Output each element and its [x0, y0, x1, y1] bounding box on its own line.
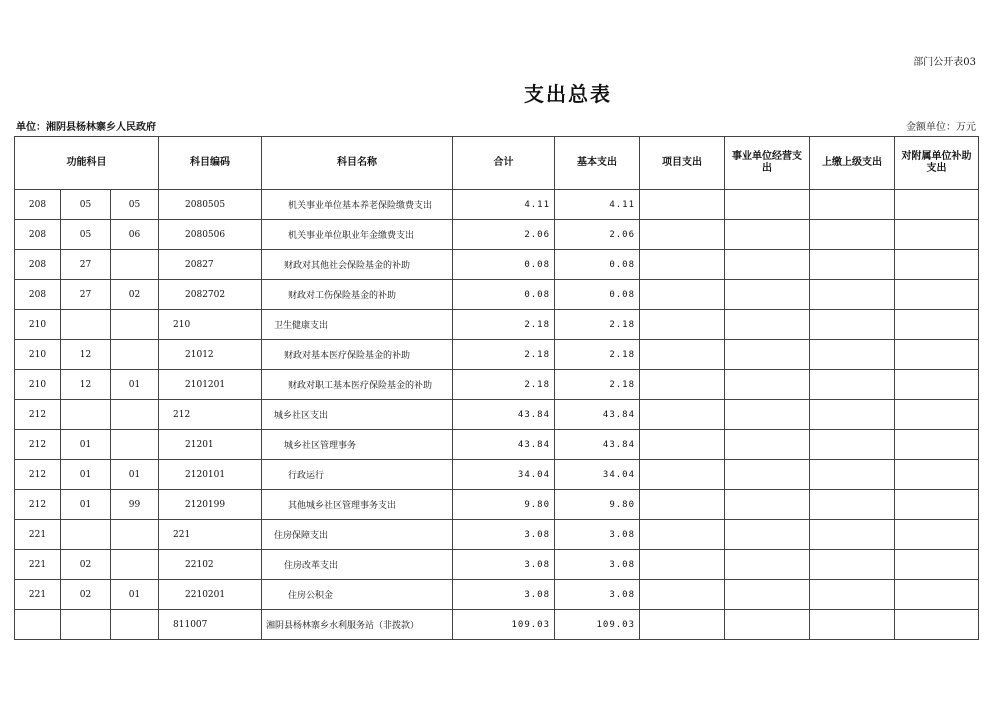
cell-total: 0.08 [453, 250, 555, 280]
cell-project [640, 340, 725, 370]
cell-project [640, 220, 725, 250]
cell-subject-code: 22102 [159, 550, 262, 580]
cell-xiang [111, 310, 159, 340]
cell-total: 2.18 [453, 370, 555, 400]
cell-lei: 208 [15, 250, 61, 280]
cell-remit [810, 310, 895, 340]
cell-xiang [111, 430, 159, 460]
table-row [15, 490, 979, 520]
cell-subsidy [895, 460, 979, 490]
cell-total: 4.11 [453, 190, 555, 220]
cell-subsidy [895, 250, 979, 280]
page-title: 支出总表 [524, 82, 612, 106]
cell-total: 0.08 [453, 280, 555, 310]
unit-label: 单位：湘阴县杨林寨乡人民政府 [16, 122, 156, 133]
cell-business [725, 340, 810, 370]
cell-kuan: 12 [61, 340, 111, 370]
cell-basic: 43.84 [555, 430, 640, 460]
cell-lei: 212 [15, 490, 61, 520]
cell-kuan: 27 [61, 250, 111, 280]
cell-remit [810, 250, 895, 280]
header-basic: 基本支出 [555, 137, 640, 190]
cell-subject-code: 2080506 [159, 220, 262, 250]
cell-lei: 221 [15, 550, 61, 580]
table-row [15, 370, 979, 400]
table-row [15, 430, 979, 460]
cell-lei: 210 [15, 370, 61, 400]
cell-basic: 3.08 [555, 520, 640, 550]
cell-subject-name: 行政运行 [262, 460, 453, 490]
header-business: 事业单位经营支出 [725, 137, 810, 190]
cell-lei: 208 [15, 220, 61, 250]
cell-total: 3.08 [453, 550, 555, 580]
cell-remit [810, 370, 895, 400]
cell-total: 109.03 [453, 610, 555, 640]
cell-business [725, 370, 810, 400]
cell-subject-code: 20827 [159, 250, 262, 280]
cell-remit [810, 340, 895, 370]
table-row [15, 340, 979, 370]
cell-basic: 0.08 [555, 250, 640, 280]
cell-basic: 9.80 [555, 490, 640, 520]
cell-business [725, 460, 810, 490]
cell-business [725, 280, 810, 310]
cell-remit [810, 430, 895, 460]
cell-project [640, 550, 725, 580]
cell-subsidy [895, 550, 979, 580]
cell-remit [810, 400, 895, 430]
cell-kuan: 27 [61, 280, 111, 310]
cell-project [640, 430, 725, 460]
cell-business [725, 400, 810, 430]
cell-subject-code: 2101201 [159, 370, 262, 400]
cell-subsidy [895, 400, 979, 430]
cell-project [640, 520, 725, 550]
cell-subject-code: 212 [159, 400, 262, 430]
cell-remit [810, 280, 895, 310]
cell-remit [810, 490, 895, 520]
table-row [15, 190, 979, 220]
cell-subject-name: 城乡社区管理事务 [262, 430, 453, 460]
cell-subject-name: 住房保障支出 [262, 520, 453, 550]
cell-kuan: 05 [61, 220, 111, 250]
cell-xiang: 01 [111, 580, 159, 610]
cell-subject-code: 21201 [159, 430, 262, 460]
cell-business [725, 430, 810, 460]
cell-subject-name: 卫生健康支出 [262, 310, 453, 340]
table-row [15, 280, 979, 310]
cell-subsidy [895, 280, 979, 310]
cell-lei: 208 [15, 190, 61, 220]
cell-subsidy [895, 310, 979, 340]
cell-kuan [61, 400, 111, 430]
header-total: 合计 [453, 137, 555, 190]
cell-kuan: 02 [61, 550, 111, 580]
cell-remit [810, 190, 895, 220]
cell-business [725, 220, 810, 250]
cell-kuan [61, 610, 111, 640]
cell-total: 3.08 [453, 520, 555, 550]
cell-basic: 3.08 [555, 580, 640, 610]
cell-total: 9.80 [453, 490, 555, 520]
cell-subject-code: 2210201 [159, 580, 262, 610]
cell-kuan [61, 310, 111, 340]
header-remit: 上缴上级支出 [810, 137, 895, 190]
cell-remit [810, 550, 895, 580]
cell-subject-name: 财政对工伤保险基金的补助 [262, 280, 453, 310]
cell-project [640, 580, 725, 610]
header-row [15, 137, 979, 190]
cell-basic: 109.03 [555, 610, 640, 640]
cell-basic: 2.18 [555, 340, 640, 370]
cell-subject-code: 2120101 [159, 460, 262, 490]
cell-xiang [111, 340, 159, 370]
cell-subject-name: 其他城乡社区管理事务支出 [262, 490, 453, 520]
table-body [15, 190, 979, 640]
cell-business [725, 490, 810, 520]
cell-subject-name: 机关事业单位职业年金缴费支出 [262, 220, 453, 250]
cell-lei: 210 [15, 340, 61, 370]
cell-kuan: 01 [61, 490, 111, 520]
cell-business [725, 250, 810, 280]
cell-project [640, 370, 725, 400]
cell-kuan: 01 [61, 460, 111, 490]
cell-project [640, 190, 725, 220]
cell-project [640, 400, 725, 430]
cell-xiang [111, 400, 159, 430]
cell-subject-name: 财政对其他社会保险基金的补助 [262, 250, 453, 280]
cell-lei: 210 [15, 310, 61, 340]
header-subject-name: 科目名称 [262, 137, 453, 190]
header-function-subject: 功能科目 [15, 137, 159, 190]
cell-xiang [111, 520, 159, 550]
cell-subject-name: 财政对职工基本医疗保险基金的补助 [262, 370, 453, 400]
cell-subject-name: 城乡社区支出 [262, 400, 453, 430]
cell-kuan: 01 [61, 430, 111, 460]
cell-xiang: 06 [111, 220, 159, 250]
cell-total: 3.08 [453, 580, 555, 610]
cell-subsidy [895, 580, 979, 610]
cell-total: 43.84 [453, 400, 555, 430]
cell-subject-code: 2080505 [159, 190, 262, 220]
cell-subject-code: 210 [159, 310, 262, 340]
cell-project [640, 280, 725, 310]
cell-business [725, 520, 810, 550]
cell-subject-name: 湘阴县杨林寨乡水利服务站（非拨款） [262, 610, 453, 640]
cell-basic: 3.08 [555, 550, 640, 580]
cell-subsidy [895, 190, 979, 220]
cell-project [640, 310, 725, 340]
cell-business [725, 610, 810, 640]
cell-kuan [61, 520, 111, 550]
cell-project [640, 610, 725, 640]
money-unit-label: 金额单位：万元 [906, 122, 976, 133]
cell-basic: 34.04 [555, 460, 640, 490]
cell-subject-code: 2120199 [159, 490, 262, 520]
cell-subject-code: 2082702 [159, 280, 262, 310]
cell-subsidy [895, 340, 979, 370]
cell-kuan: 12 [61, 370, 111, 400]
cell-subsidy [895, 520, 979, 550]
cell-subject-name: 机关事业单位基本养老保险缴费支出 [262, 190, 453, 220]
cell-lei: 212 [15, 400, 61, 430]
header-subsidy: 对附属单位补助支出 [895, 137, 979, 190]
cell-business [725, 310, 810, 340]
cell-remit [810, 610, 895, 640]
cell-remit [810, 580, 895, 610]
table-row [15, 250, 979, 280]
cell-project [640, 460, 725, 490]
cell-lei: 212 [15, 460, 61, 490]
table-row [15, 520, 979, 550]
cell-xiang: 02 [111, 280, 159, 310]
form-code: 部门公开表03 [913, 57, 976, 68]
cell-basic: 2.06 [555, 220, 640, 250]
cell-xiang [111, 610, 159, 640]
cell-subject-name: 财政对基本医疗保险基金的补助 [262, 340, 453, 370]
cell-xiang [111, 550, 159, 580]
cell-total: 2.18 [453, 340, 555, 370]
cell-lei: 212 [15, 430, 61, 460]
cell-kuan: 05 [61, 190, 111, 220]
cell-remit [810, 460, 895, 490]
cell-subject-code: 21012 [159, 340, 262, 370]
cell-subject-code: 811007 [159, 610, 262, 640]
cell-xiang [111, 250, 159, 280]
table-row [15, 310, 979, 340]
cell-subsidy [895, 610, 979, 640]
cell-basic: 2.18 [555, 310, 640, 340]
header-project: 项目支出 [640, 137, 725, 190]
cell-subject-name: 住房改革支出 [262, 550, 453, 580]
header-subject-code: 科目编码 [159, 137, 262, 190]
cell-subject-code: 221 [159, 520, 262, 550]
cell-lei: 221 [15, 580, 61, 610]
cell-total: 43.84 [453, 430, 555, 460]
table-row [15, 610, 979, 640]
cell-remit [810, 220, 895, 250]
cell-subsidy [895, 220, 979, 250]
cell-subsidy [895, 430, 979, 460]
expenditure-table [14, 136, 979, 640]
cell-subject-name: 住房公积金 [262, 580, 453, 610]
cell-xiang: 01 [111, 370, 159, 400]
cell-basic: 4.11 [555, 190, 640, 220]
table-row [15, 550, 979, 580]
cell-xiang: 01 [111, 460, 159, 490]
cell-lei: 221 [15, 520, 61, 550]
cell-project [640, 250, 725, 280]
cell-business [725, 580, 810, 610]
cell-xiang: 99 [111, 490, 159, 520]
cell-total: 2.18 [453, 310, 555, 340]
cell-xiang: 05 [111, 190, 159, 220]
table-row [15, 220, 979, 250]
cell-total: 34.04 [453, 460, 555, 490]
cell-basic: 43.84 [555, 400, 640, 430]
table-row [15, 400, 979, 430]
cell-remit [810, 520, 895, 550]
cell-basic: 0.08 [555, 280, 640, 310]
table-row [15, 460, 979, 490]
table-row [15, 580, 979, 610]
cell-total: 2.06 [453, 220, 555, 250]
cell-lei: 208 [15, 280, 61, 310]
cell-basic: 2.18 [555, 370, 640, 400]
cell-subsidy [895, 370, 979, 400]
cell-kuan: 02 [61, 580, 111, 610]
cell-business [725, 550, 810, 580]
cell-lei [15, 610, 61, 640]
cell-project [640, 490, 725, 520]
cell-subsidy [895, 490, 979, 520]
cell-business [725, 190, 810, 220]
